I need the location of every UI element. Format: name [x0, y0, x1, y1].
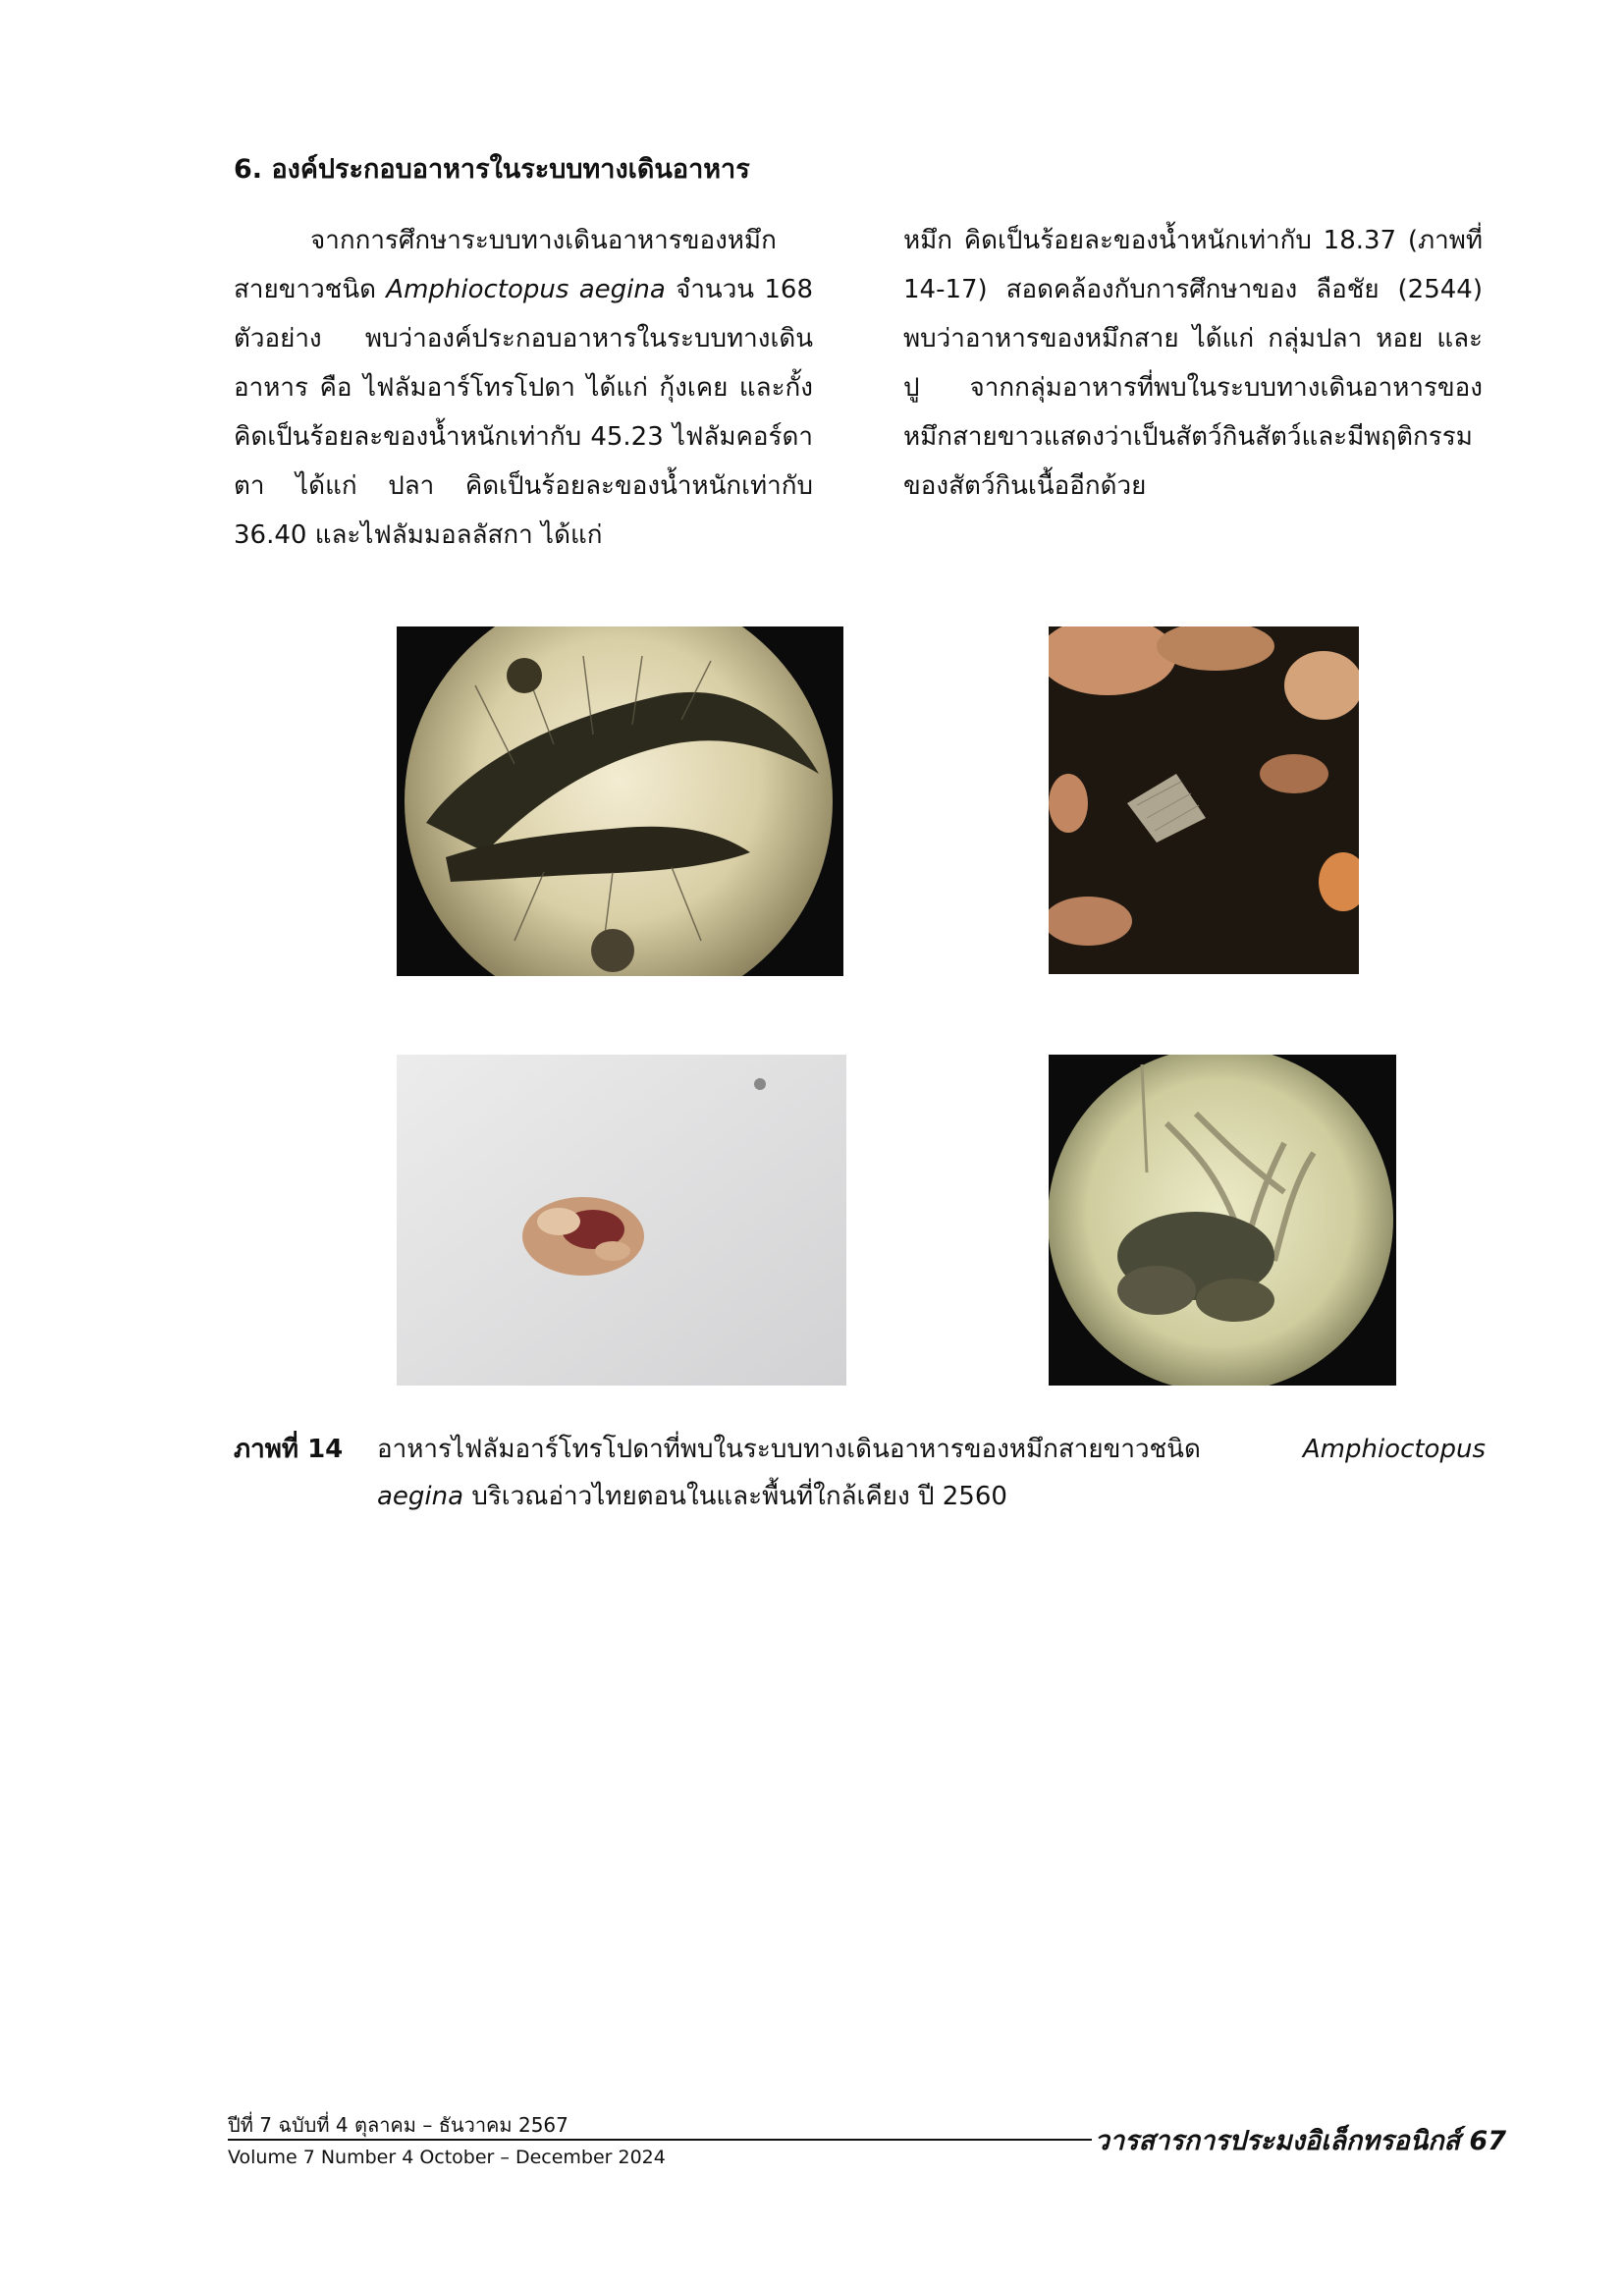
figure-caption-text — [377, 1426, 1486, 1520]
body-column-right — [903, 216, 1483, 511]
body-left-pre: จากการศึกษาระบบทางเดินอาหารของหมึกสายขาวชนิด — [234, 226, 777, 304]
footer-english-issue: Volume 7 Number 4 October – December 2024 — [228, 2147, 666, 2168]
figure-photo-crustacean-microscope — [397, 626, 843, 976]
footer-journal-title: วารสารการประมงอิเล็กทรอนิกส์ 67 — [1094, 2126, 1506, 2156]
figure-photo-fragment-paper — [397, 1055, 846, 1386]
footer-divider — [228, 2139, 1092, 2141]
figure-photo-filaments-microscope — [1049, 1055, 1396, 1386]
body-paragraph-left — [234, 216, 813, 560]
caption-post: บริเวณอ่าวไทยตอนในและพื้นที่ใกล้เคียง ปี 2560 — [463, 1482, 1007, 1511]
figure-caption — [234, 1426, 1486, 1520]
caption-pre: อาหารไฟลัมอาร์โทรโปดาที่พบในระบบทางเดินอาหารของหมึกสายขาวชนิด — [377, 1435, 1303, 1464]
figure-photo-particles-darkfield — [1049, 626, 1359, 974]
section-heading: 6. องค์ประกอบอาหารในระบบทางเดินอาหาร — [234, 154, 750, 185]
figure-label: ภาพที่ 14 — [234, 1435, 344, 1464]
body-column-left — [234, 216, 813, 560]
species-name: Amphioctopus aegina — [386, 275, 666, 304]
body-paragraph-right: หมึก คิดเป็นร้อยละของน้ำหนักเท่ากับ 18.37 (ภาพที่ 14-17) สอดคล้องกับการศึกษาของ ลือชัย (2544) พบว่าอาหารของหมึกสาย ได้แก่ กลุ่มปลา หอย และ ปู จากกลุ่มอาหารที่พบในระบบทางเดินอาหารของหมึกสายขาวแสดงว่าเป็นสัตว์กินสัตว์และมีพฤติกรรมของสัตว์กินเนื้ออีกด้วย — [903, 226, 1483, 501]
caption-species: Amphioctopus aegina — [377, 1435, 1486, 1511]
body-left-post: จำนวน 168 ตัวอย่าง พบว่าองค์ประกอบอาหารในระบบทางเดินอาหาร คือ ไฟลัมอาร์โทรโปดา ได้แก่ กุ้งเคย และกั้งคิดเป็นร้อยละของน้ำหนักเท่ากับ 45.23 ไฟลัมคอร์ดาตา ได้แก่ ปลา คิดเป็นร้อยละของน้ำหนักเท่ากับ 36.40 และไฟลัมมอลลัสกา ได้แก่ — [234, 275, 813, 550]
footer-thai-issue: ปีที่ 7 ฉบับที่ 4 ตุลาคม – ธันวาคม 2567 — [228, 2113, 568, 2137]
